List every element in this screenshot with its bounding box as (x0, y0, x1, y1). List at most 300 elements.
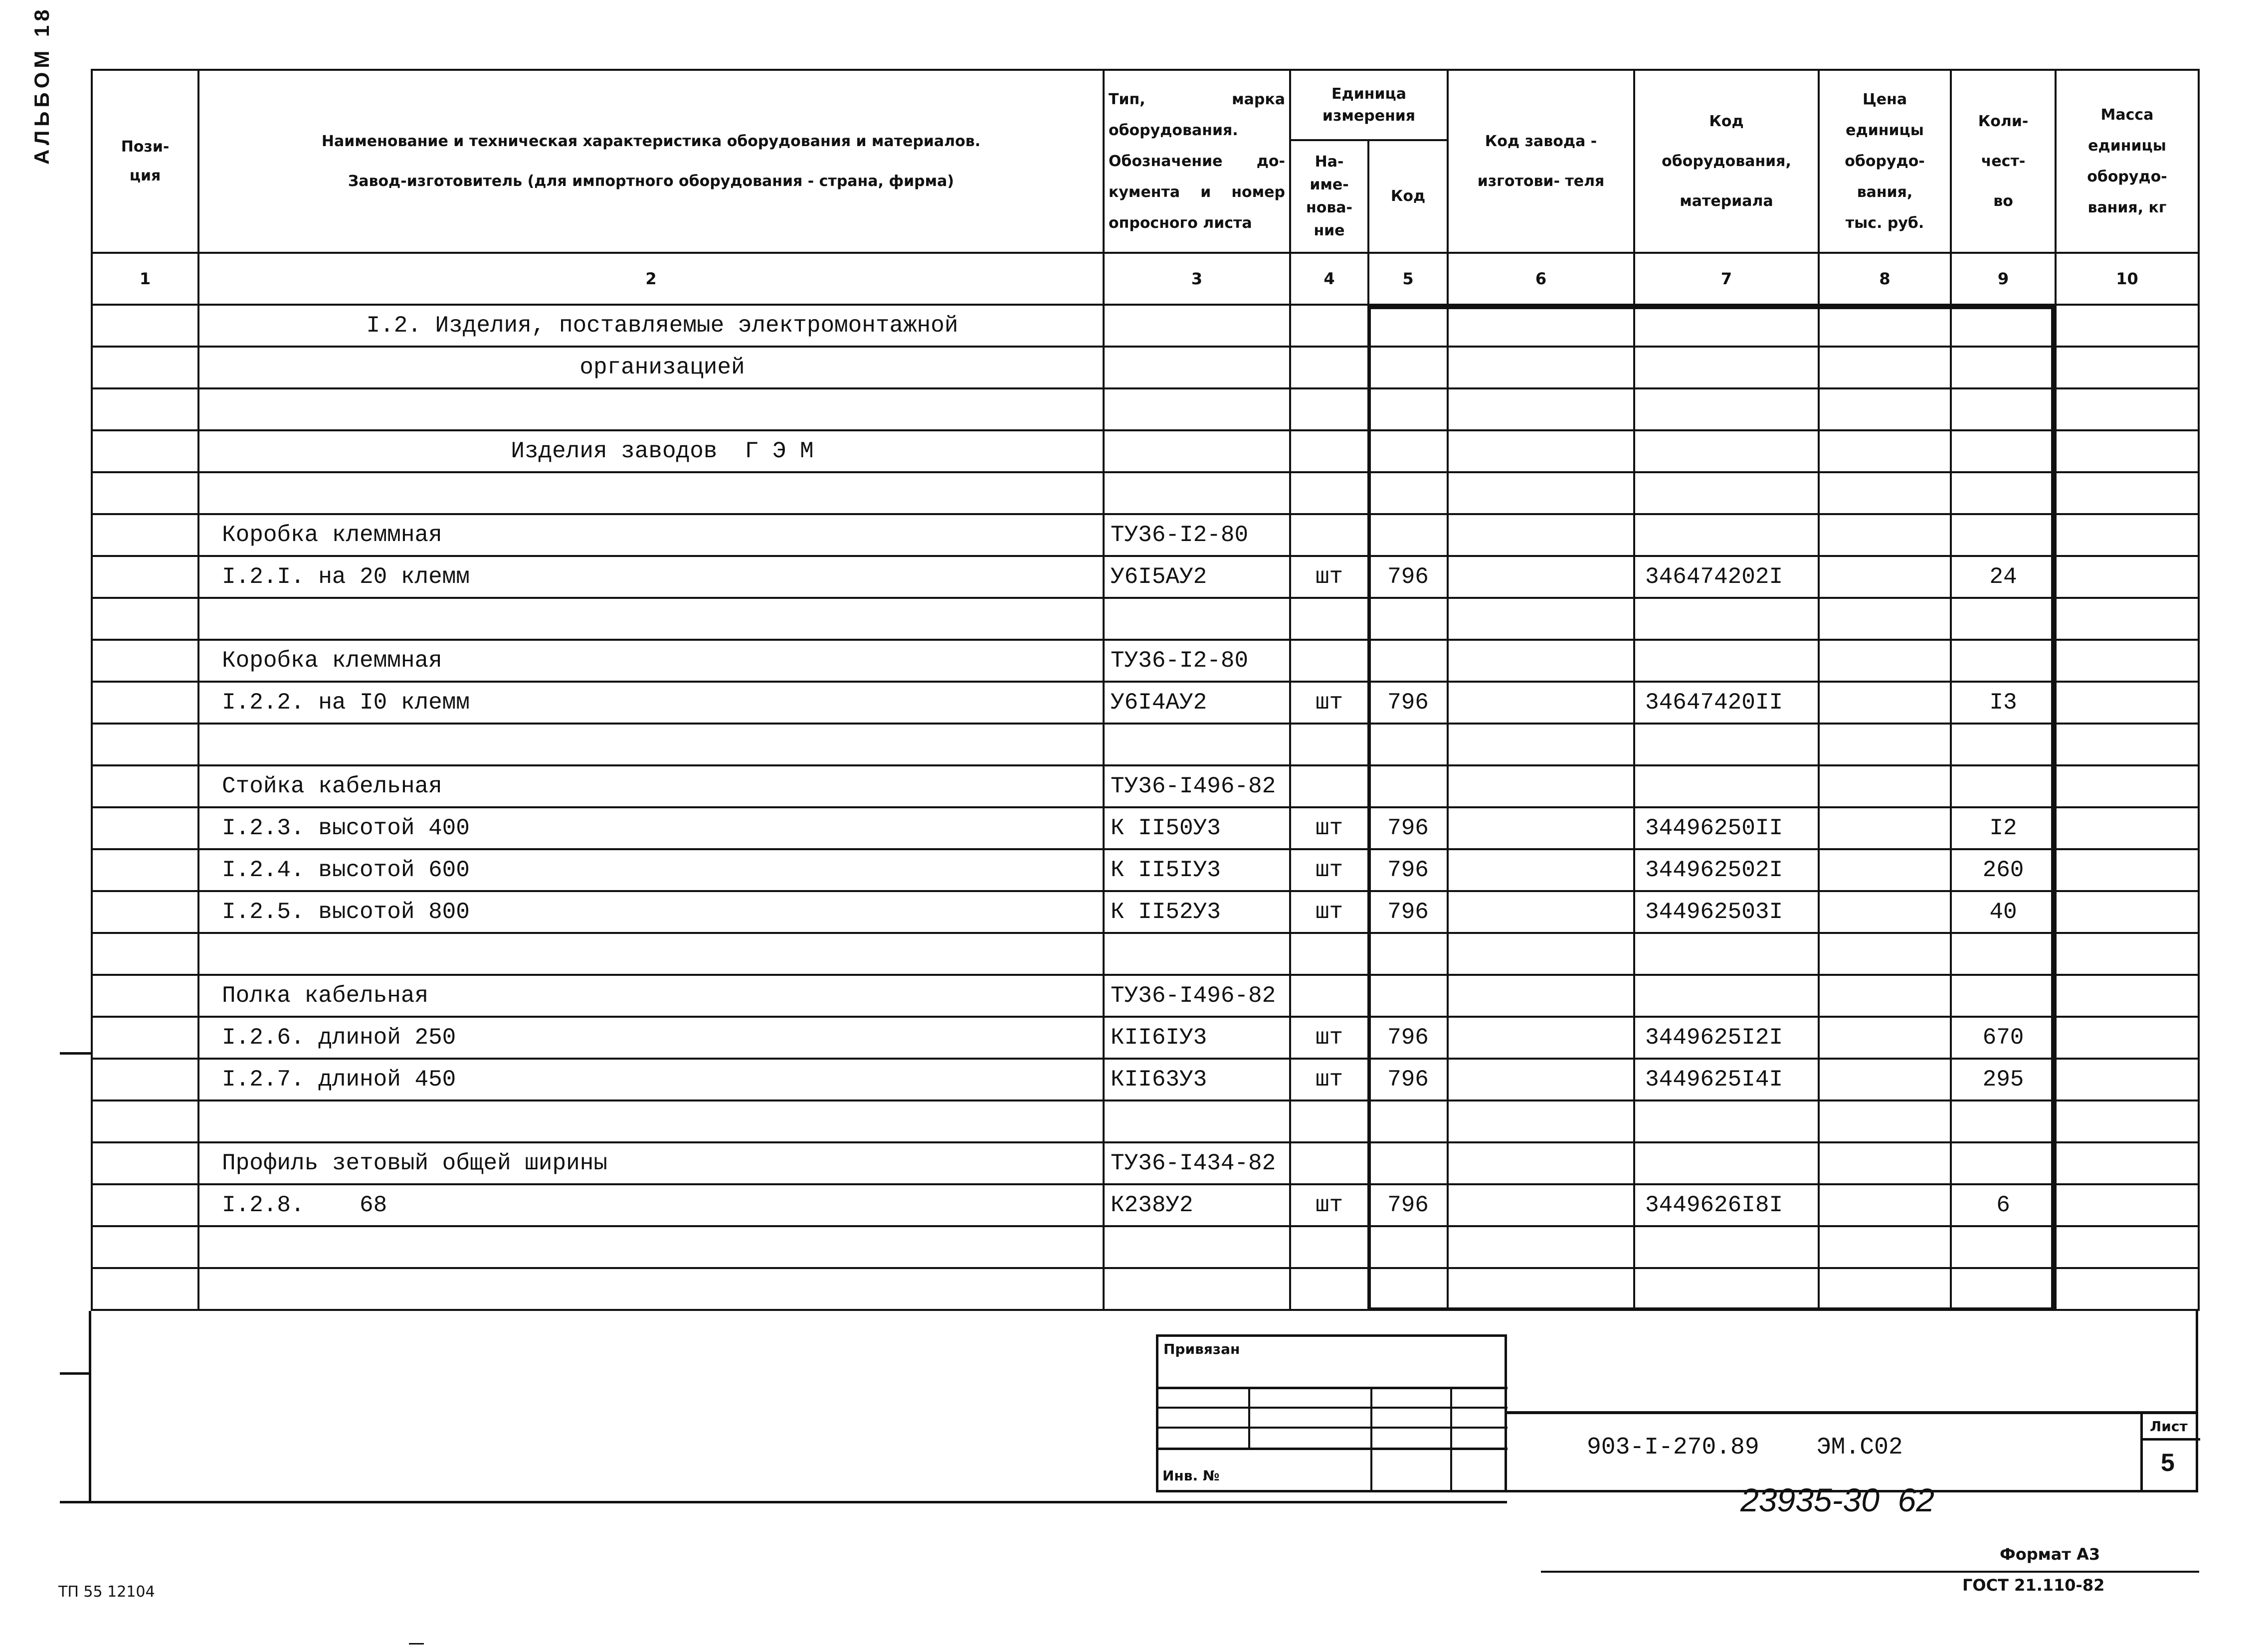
cell-manufacturer-code (1448, 305, 1634, 347)
cell-quantity (1951, 933, 2056, 975)
cell-price (1819, 598, 1951, 640)
cell-manufacturer-code (1448, 1100, 1634, 1142)
cell-price (1819, 765, 1951, 807)
cell-name (198, 472, 1104, 514)
binding-stamp (1156, 1334, 1507, 1492)
cell-unit-code (1368, 933, 1448, 975)
cell-unit (1290, 933, 1368, 975)
cell-material-code (1634, 305, 1819, 347)
document-code: 903-I-270.89 ЭМ.С02 (1587, 1434, 1903, 1461)
cell-quantity: I3 (1951, 682, 2056, 724)
tp-label: ТП 55 12104 (58, 1583, 155, 1601)
cell-type: ТУ36-I2-80 (1104, 640, 1290, 682)
margin-tick (60, 1372, 91, 1375)
cell-position (92, 891, 198, 933)
table-row (92, 514, 2199, 556)
table-row (92, 556, 2199, 598)
cell-name: I.2.I. на 20 клемм (198, 556, 1104, 598)
cell-quantity (1951, 430, 2056, 472)
table-row (92, 1268, 2199, 1310)
cell-unit (1290, 1226, 1368, 1268)
frame-bottom-line (60, 1501, 1507, 1503)
cell-price (1819, 849, 1951, 891)
cell-mass (2056, 1268, 2199, 1310)
cell-unit-code (1368, 724, 1448, 765)
cell-unit (1290, 765, 1368, 807)
cell-position (92, 1017, 198, 1059)
cell-mass (2056, 388, 2199, 430)
cell-type: К II52У3 (1104, 891, 1290, 933)
cell-unit: шт (1290, 682, 1368, 724)
cell-material-code (1634, 640, 1819, 682)
cell-manufacturer-code (1448, 430, 1634, 472)
cell-position (92, 849, 198, 891)
cell-mass (2056, 975, 2199, 1017)
cell-mass (2056, 305, 2199, 347)
cell-unit: шт (1290, 849, 1368, 891)
cell-manufacturer-code (1448, 640, 1634, 682)
cell-type: КII63У3 (1104, 1059, 1290, 1100)
cell-type: КII6IУ3 (1104, 1017, 1290, 1059)
cell-quantity (1951, 514, 2056, 556)
cell-type (1104, 1100, 1290, 1142)
cell-material-code (1634, 388, 1819, 430)
cell-material-code (1634, 1226, 1819, 1268)
cell-mass (2056, 933, 2199, 975)
cell-position (92, 430, 198, 472)
column-number-5: 5 (1368, 253, 1448, 305)
cell-unit: шт (1290, 1017, 1368, 1059)
cell-price (1819, 347, 1951, 388)
cell-name: I.2.2. на I0 клемм (198, 682, 1104, 724)
cell-name (198, 1226, 1104, 1268)
cell-unit (1290, 1142, 1368, 1184)
cell-price (1819, 556, 1951, 598)
cell-position (92, 975, 198, 1017)
cell-material-code (1634, 1100, 1819, 1142)
cell-position (92, 1142, 198, 1184)
cell-manufacturer-code (1448, 933, 1634, 975)
cell-position (92, 933, 198, 975)
cell-type: ТУ36-I496-82 (1104, 765, 1290, 807)
cell-unit: шт (1290, 1184, 1368, 1226)
cell-manufacturer-code (1448, 724, 1634, 765)
cell-unit-code (1368, 640, 1448, 682)
table-row (92, 305, 2199, 347)
cell-mass (2056, 1059, 2199, 1100)
cell-quantity (1951, 724, 2056, 765)
cell-position (92, 682, 198, 724)
cell-position (92, 1100, 198, 1142)
cell-quantity (1951, 347, 2056, 388)
cell-manufacturer-code (1448, 472, 1634, 514)
cell-quantity (1951, 1142, 2056, 1184)
cell-unit-code: 796 (1368, 1059, 1448, 1100)
cell-position (92, 472, 198, 514)
cell-mass (2056, 807, 2199, 849)
cell-unit (1290, 975, 1368, 1017)
cell-price (1819, 640, 1951, 682)
cell-price (1819, 933, 1951, 975)
cell-price (1819, 1059, 1951, 1100)
cell-unit-code: 796 (1368, 849, 1448, 891)
table-row (92, 1100, 2199, 1142)
cell-unit-code: 796 (1368, 1017, 1448, 1059)
cell-name (198, 598, 1104, 640)
header-type: Тип, марка оборудования. Обозначение до- кумента и номер опросного листа (1104, 70, 1290, 253)
column-number-9: 9 (1951, 253, 2056, 305)
cell-type (1104, 472, 1290, 514)
cell-mass (2056, 1100, 2199, 1142)
cell-price (1819, 1226, 1951, 1268)
cell-price (1819, 1184, 1951, 1226)
cell-quantity (1951, 1100, 2056, 1142)
cell-manufacturer-code (1448, 1059, 1634, 1100)
cell-mass (2056, 598, 2199, 640)
cell-unit: шт (1290, 807, 1368, 849)
cell-price (1819, 682, 1951, 724)
header-name (198, 70, 1104, 253)
cell-unit: шт (1290, 556, 1368, 598)
column-number-1: 1 (92, 253, 198, 305)
cell-material-code: 344962503I (1634, 891, 1819, 933)
cell-mass (2056, 891, 2199, 933)
cell-manufacturer-code (1448, 682, 1634, 724)
cell-price (1819, 1142, 1951, 1184)
cell-unit-code: 796 (1368, 1184, 1448, 1226)
cell-unit-code (1368, 975, 1448, 1017)
cell-quantity (1951, 975, 2056, 1017)
column-number-row (92, 253, 2199, 305)
cell-mass (2056, 347, 2199, 388)
cell-name (198, 388, 1104, 430)
cell-position (92, 724, 198, 765)
cell-material-code (1634, 347, 1819, 388)
cell-price (1819, 514, 1951, 556)
cell-type (1104, 347, 1290, 388)
header-manufacturer-code: Код завода - изготови- теля (1448, 70, 1634, 253)
header-material-code: Код оборудования, материала (1634, 70, 1819, 253)
cell-manufacturer-code (1448, 1268, 1634, 1310)
table-row (92, 430, 2199, 472)
table-row (92, 388, 2199, 430)
table-row (92, 1226, 2199, 1268)
cell-unit-code: 796 (1368, 891, 1448, 933)
cell-quantity: 295 (1951, 1059, 2056, 1100)
cell-unit-code: 796 (1368, 556, 1448, 598)
cell-position (92, 598, 198, 640)
cell-quantity: 40 (1951, 891, 2056, 933)
cell-quantity: I2 (1951, 807, 2056, 849)
cell-type (1104, 1268, 1290, 1310)
cell-position (92, 388, 198, 430)
column-number-4: 4 (1290, 253, 1368, 305)
cell-unit-code: 796 (1368, 682, 1448, 724)
archive-number: 23935-30 62 (1740, 1481, 1935, 1518)
cell-mass (2056, 514, 2199, 556)
cell-name: Стойка кабельная (198, 765, 1104, 807)
cell-type: У6I4АУ2 (1104, 682, 1290, 724)
cell-unit-code (1368, 1226, 1448, 1268)
cell-material-code: 34496250II (1634, 807, 1819, 849)
table-row (92, 891, 2199, 933)
inventory-number-label: Инв. № (1162, 1467, 1220, 1484)
cell-mass (2056, 1184, 2199, 1226)
cell-mass (2056, 724, 2199, 765)
cell-position (92, 1226, 198, 1268)
cell-type (1104, 305, 1290, 347)
cell-quantity (1951, 305, 2056, 347)
cell-manufacturer-code (1448, 765, 1634, 807)
cell-mass (2056, 430, 2199, 472)
cell-material-code: 3449626I8I (1634, 1184, 1819, 1226)
cell-unit-code (1368, 514, 1448, 556)
cell-unit (1290, 514, 1368, 556)
cell-material-code (1634, 724, 1819, 765)
cell-name: I.2.5. высотой 800 (198, 891, 1104, 933)
album-label: АЛЬБОМ 18 (30, 5, 53, 165)
cell-material-code (1634, 933, 1819, 975)
header-price: Цена единицы оборудо- вания, тыс. руб. (1819, 70, 1951, 253)
cell-unit-code (1368, 1268, 1448, 1310)
cell-material-code (1634, 765, 1819, 807)
cell-quantity (1951, 598, 2056, 640)
table-row (92, 1184, 2199, 1226)
cell-unit-code: 796 (1368, 807, 1448, 849)
cell-manufacturer-code (1448, 514, 1634, 556)
cell-type: К II5IУ3 (1104, 849, 1290, 891)
table-row (92, 807, 2199, 849)
cell-manufacturer-code (1448, 849, 1634, 891)
cell-price (1819, 388, 1951, 430)
cell-unit-code (1368, 388, 1448, 430)
table-row (92, 598, 2199, 640)
cell-quantity (1951, 1226, 2056, 1268)
sheet-number: 5 (2161, 1449, 2175, 1476)
cell-position (92, 1059, 198, 1100)
cell-type (1104, 724, 1290, 765)
column-number-6: 6 (1448, 253, 1634, 305)
cell-price (1819, 807, 1951, 849)
cell-unit (1290, 724, 1368, 765)
cell-manufacturer-code (1448, 891, 1634, 933)
cell-mass (2056, 640, 2199, 682)
cell-name: I.2.3. высотой 400 (198, 807, 1104, 849)
cell-name (198, 724, 1104, 765)
cell-manufacturer-code (1448, 975, 1634, 1017)
cell-type: К238У2 (1104, 1184, 1290, 1226)
cell-quantity: 6 (1951, 1184, 2056, 1226)
cell-unit-code (1368, 1142, 1448, 1184)
column-number-3: 3 (1104, 253, 1290, 305)
cell-type: ТУ36-I2-80 (1104, 514, 1290, 556)
cell-unit-code (1368, 472, 1448, 514)
cell-type (1104, 1226, 1290, 1268)
cell-unit (1290, 388, 1368, 430)
column-number-7: 7 (1634, 253, 1819, 305)
cell-position (92, 514, 198, 556)
cell-material-code (1634, 514, 1819, 556)
cell-quantity (1951, 640, 2056, 682)
cell-unit: шт (1290, 1059, 1368, 1100)
cell-mass (2056, 1142, 2199, 1184)
title-block (1507, 1411, 2198, 1492)
header-unit-name: На- име- нова- ние (1290, 140, 1368, 253)
cell-price (1819, 1268, 1951, 1310)
cell-name: организацией (198, 347, 1104, 388)
column-number-10: 10 (2056, 253, 2199, 305)
cell-manufacturer-code (1448, 1142, 1634, 1184)
cell-name (198, 933, 1104, 975)
cell-unit (1290, 472, 1368, 514)
cell-name: Коробка клеммная (198, 640, 1104, 682)
bound-label: Привязан (1163, 1341, 1240, 1357)
cell-quantity: 260 (1951, 849, 2056, 891)
cell-material-code (1634, 1142, 1819, 1184)
cell-type: ТУ36-I496-82 (1104, 975, 1290, 1017)
cell-name: Профиль зетовый общей ширины (198, 1142, 1104, 1184)
cell-material-code (1634, 975, 1819, 1017)
cell-position (92, 1184, 198, 1226)
cell-unit (1290, 1268, 1368, 1310)
cell-unit-code (1368, 305, 1448, 347)
cell-material-code: 344962502I (1634, 849, 1819, 891)
specification-table (91, 69, 2200, 1311)
cell-type (1104, 388, 1290, 430)
cell-material-code: 34647420II (1634, 682, 1819, 724)
cell-name: I.2.6. длиной 250 (198, 1017, 1104, 1059)
cell-mass (2056, 682, 2199, 724)
cell-price (1819, 305, 1951, 347)
cell-position (92, 640, 198, 682)
cell-name: I.2.7. длиной 450 (198, 1059, 1104, 1100)
table-row (92, 682, 2199, 724)
table-row (92, 640, 2199, 682)
cell-material-code (1634, 1268, 1819, 1310)
header-quantity: Коли- чест- во (1951, 70, 2056, 253)
cell-type (1104, 598, 1290, 640)
cell-name (198, 1100, 1104, 1142)
cell-manufacturer-code (1448, 1184, 1634, 1226)
cell-name: Изделия заводов Г Э М (198, 430, 1104, 472)
table-row (92, 724, 2199, 765)
cell-material-code: 3449625I4I (1634, 1059, 1819, 1100)
cell-mass (2056, 849, 2199, 891)
cell-manufacturer-code (1448, 807, 1634, 849)
cell-unit (1290, 1100, 1368, 1142)
cell-manufacturer-code (1448, 1017, 1634, 1059)
table-row (92, 765, 2199, 807)
header-unit-group: Единица измерения (1290, 70, 1448, 140)
cell-unit (1290, 598, 1368, 640)
cell-price (1819, 975, 1951, 1017)
cell-manufacturer-code (1448, 388, 1634, 430)
cell-quantity (1951, 765, 2056, 807)
cell-unit-code (1368, 1100, 1448, 1142)
cell-position (92, 1268, 198, 1310)
cell-material-code: 3449625I2I (1634, 1017, 1819, 1059)
header-unit-code: Код (1368, 140, 1448, 253)
cell-manufacturer-code (1448, 556, 1634, 598)
cell-quantity: 24 (1951, 556, 2056, 598)
format-label: Формат А3 (2000, 1545, 2100, 1564)
cell-quantity (1951, 388, 2056, 430)
sheet-label: Лист (2150, 1418, 2188, 1435)
cell-name: I.2. Изделия, поставляемые электромонтажной (198, 305, 1104, 347)
cell-unit-code (1368, 430, 1448, 472)
cell-type: У6I5АУ2 (1104, 556, 1290, 598)
margin-tick (60, 1052, 91, 1055)
cell-unit-code (1368, 598, 1448, 640)
cell-name: Полка кабельная (198, 975, 1104, 1017)
cell-position (92, 347, 198, 388)
cell-material-code (1634, 598, 1819, 640)
frame-left-line (89, 1311, 91, 1502)
cell-name: I.2.8. 68 (198, 1184, 1104, 1226)
cell-price (1819, 891, 1951, 933)
cell-manufacturer-code (1448, 598, 1634, 640)
cell-position (92, 556, 198, 598)
footer-line (1541, 1571, 2199, 1573)
stray-mark (409, 1643, 424, 1645)
cell-unit (1290, 305, 1368, 347)
cell-price (1819, 472, 1951, 514)
cell-position (92, 765, 198, 807)
cell-mass (2056, 1226, 2199, 1268)
header-name-line2: Завод-изготовитель (для импортного оборудования - страна, фирма) (348, 172, 954, 190)
cell-unit: шт (1290, 891, 1368, 933)
column-number-8: 8 (1819, 253, 1951, 305)
cell-material-code (1634, 472, 1819, 514)
cell-type: К II50У3 (1104, 807, 1290, 849)
cell-name: I.2.4. высотой 600 (198, 849, 1104, 891)
cell-material-code (1634, 430, 1819, 472)
header-mass: Масса единицы оборудо- вания, кг (2056, 70, 2199, 253)
table-row (92, 1059, 2199, 1100)
table-row (92, 347, 2199, 388)
cell-mass (2056, 472, 2199, 514)
table-row (92, 472, 2199, 514)
cell-price (1819, 724, 1951, 765)
cell-price (1819, 1017, 1951, 1059)
cell-manufacturer-code (1448, 1226, 1634, 1268)
cell-price (1819, 1100, 1951, 1142)
cell-price (1819, 430, 1951, 472)
cell-type: ТУ36-I434-82 (1104, 1142, 1290, 1184)
cell-quantity (1951, 472, 2056, 514)
table-row (92, 975, 2199, 1017)
cell-unit-code (1368, 347, 1448, 388)
header-position: Пози- ция (92, 70, 198, 253)
cell-unit-code (1368, 765, 1448, 807)
table-row (92, 849, 2199, 891)
table-row (92, 1017, 2199, 1059)
cell-unit (1290, 640, 1368, 682)
cell-quantity (1951, 1268, 2056, 1310)
table-row (92, 933, 2199, 975)
cell-mass (2056, 1017, 2199, 1059)
cell-manufacturer-code (1448, 347, 1634, 388)
cell-mass (2056, 765, 2199, 807)
table-row (92, 1142, 2199, 1184)
cell-position (92, 807, 198, 849)
cell-type (1104, 430, 1290, 472)
header-name-line1: Наименование и техническая характеристика оборудования и материалов. (321, 132, 981, 150)
cell-position (92, 305, 198, 347)
cell-mass (2056, 556, 2199, 598)
column-number-2: 2 (198, 253, 1104, 305)
cell-name (198, 1268, 1104, 1310)
